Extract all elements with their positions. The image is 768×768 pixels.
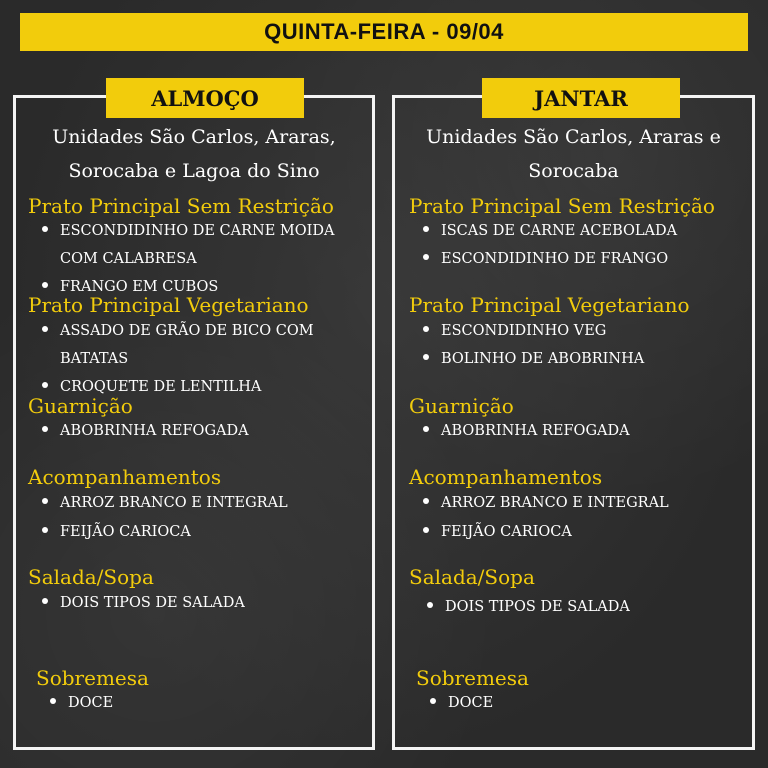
bullet-icon [42, 498, 48, 504]
dinner-dessert-title: Sobremesa [416, 666, 529, 690]
dinner-title: JANTAR [482, 78, 680, 118]
dinner-veg-item: ESCONDIDINHO VEG [423, 317, 606, 345]
dinner-panel [392, 85, 755, 750]
dinner-sides-item: FEIJÃO CARIOCA [423, 518, 572, 546]
bullet-icon [423, 426, 429, 432]
bullet-icon [423, 354, 429, 360]
lunch-sides-title: Acompanhamentos [28, 465, 222, 489]
bullet-icon [427, 602, 433, 608]
bullet-icon [423, 254, 429, 260]
dinner-principal-item: ISCAS DE CARNE ACEBOLADA [423, 217, 677, 245]
dinner-salad-title: Salada/Sopa [409, 565, 535, 589]
lunch-salad-item: DOIS TIPOS DE SALADA [42, 589, 245, 617]
dinner-principal-item: ESCONDIDINHO DE FRANGO [423, 245, 668, 273]
dinner-units-line1: Unidades São Carlos, Araras e [426, 126, 721, 148]
dinner-sides-title: Acompanhamentos [409, 465, 603, 489]
lunch-principal-item: ESCONDIDINHO DE CARNE MOIDA COM CALABRESA [42, 217, 334, 273]
date-text: QUINTA-FEIRA - 09/04 [264, 19, 504, 44]
lunch-dessert-item: DOCE [50, 689, 113, 717]
lunch-sides-item: FEIJÃO CARIOCA [42, 518, 191, 546]
dinner-units [395, 120, 752, 188]
lunch-units [16, 120, 372, 188]
lunch-veg-item: ASSADO DE GRÃO DE BICO COM BATATAS [42, 317, 314, 373]
lunch-units-line2: Sorocaba e Lagoa do Sino [68, 160, 320, 182]
lunch-garnish-item: ABOBRINHA REFOGADA [42, 417, 249, 445]
lunch-veg-item: CROQUETE DE LENTILHA [42, 373, 261, 401]
bullet-icon [423, 226, 429, 232]
bullet-icon [423, 527, 429, 533]
lunch-dessert-title: Sobremesa [36, 666, 149, 690]
dinner-veg-title: Prato Principal Vegetariano [409, 293, 690, 317]
lunch-principal-item: FRANGO EM CUBOS [42, 273, 218, 301]
dinner-principal-title: Prato Principal Sem Restrição [409, 194, 715, 218]
bullet-icon [42, 598, 48, 604]
lunch-principal-title: Prato Principal Sem Restrição [28, 194, 334, 218]
lunch-veg-title: Prato Principal Vegetariano [28, 293, 309, 317]
lunch-units-line1: Unidades São Carlos, Araras, [52, 126, 336, 148]
bullet-icon [42, 226, 48, 232]
bullet-icon [423, 326, 429, 332]
dinner-veg-item: BOLINHO DE ABOBRINHA [423, 345, 644, 373]
bullet-icon [50, 698, 56, 704]
lunch-title: ALMOÇO [106, 78, 304, 118]
lunch-panel [13, 85, 375, 750]
dinner-garnish-item: ABOBRINHA REFOGADA [423, 417, 630, 445]
dinner-units-line2: Sorocaba [528, 160, 619, 182]
bullet-icon [423, 498, 429, 504]
date-banner [20, 13, 748, 51]
dinner-dessert-item: DOCE [430, 689, 493, 717]
bullet-icon [42, 326, 48, 332]
lunch-garnish-title: Guarnição [28, 394, 133, 418]
lunch-salad-title: Salada/Sopa [28, 565, 154, 589]
bullet-icon [430, 698, 436, 704]
dinner-sides-item: ARROZ BRANCO E INTEGRAL [423, 489, 669, 517]
lunch-sides-item: ARROZ BRANCO E INTEGRAL [42, 489, 288, 517]
dinner-garnish-title: Guarnição [409, 394, 514, 418]
bullet-icon [42, 527, 48, 533]
bullet-icon [42, 282, 48, 288]
bullet-icon [42, 426, 48, 432]
dinner-salad-item: DOIS TIPOS DE SALADA [427, 593, 630, 621]
bullet-icon [42, 382, 48, 388]
